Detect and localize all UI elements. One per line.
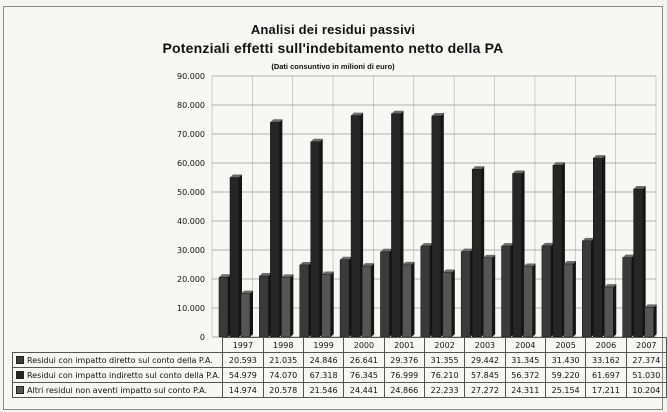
bar-1-1998 (259, 276, 268, 337)
chart-note: (Dati consuntivo in milioni di euro) (271, 62, 395, 71)
data-label: 26.641 (344, 353, 384, 368)
bar-side (371, 263, 374, 337)
legend-swatch (16, 371, 24, 379)
data-label: 14.974 (223, 383, 263, 398)
data-label: 57.845 (465, 368, 505, 383)
legend-swatch (16, 386, 24, 394)
table-row (13, 353, 667, 368)
y-tick-label: 30.000 (177, 246, 205, 255)
data-label: 21.035 (263, 353, 303, 368)
bar-3-2005 (564, 264, 573, 337)
data-label: 25.154 (545, 383, 585, 398)
y-tick-label: 40.000 (177, 217, 205, 226)
bar-2-2000 (351, 116, 360, 337)
chart-subtitle: Potenziali effetti sull'indebitamento netto della PA (162, 40, 504, 56)
legend-label: Residui con impatto indiretto sul conto della P.A. (27, 370, 221, 380)
data-label: 33.162 (586, 353, 626, 368)
data-label: 21.546 (303, 383, 343, 398)
y-tick-label: 50.000 (177, 188, 205, 197)
bar-3-2003 (483, 258, 492, 337)
bar-2-2005 (553, 165, 562, 337)
legend-label: Residui con impatto diretto sul conto della P.A. (27, 355, 213, 365)
bar-3-1997 (241, 294, 250, 337)
bar-side (250, 291, 253, 337)
bar-3-2004 (524, 266, 533, 337)
data-label: 51.030 (626, 368, 666, 383)
bar-2-2003 (472, 169, 481, 337)
bar-1-2007 (623, 258, 632, 337)
data-label: 29.376 (384, 353, 424, 368)
data-label: 22.233 (424, 383, 464, 398)
y-tick-label: 20.000 (177, 275, 205, 284)
bar-1-2001 (380, 252, 389, 337)
data-label: 24.311 (505, 383, 545, 398)
data-label: 17.211 (586, 383, 626, 398)
bar-side (411, 262, 414, 337)
x-tick-label: 2000 (344, 338, 384, 353)
data-label: 10.204 (626, 383, 666, 398)
data-label: 74.070 (263, 368, 303, 383)
y-tick-label: 70.000 (177, 130, 205, 139)
data-label: 54.979 (223, 368, 263, 383)
y-tick-label: 0 (199, 333, 205, 342)
x-tick-label: 1998 (263, 338, 303, 353)
bar-2-2002 (432, 116, 441, 337)
x-tick-label: 2003 (465, 338, 505, 353)
data-table (12, 337, 667, 398)
x-tick-label: 2004 (505, 338, 545, 353)
bar-1-1999 (300, 265, 309, 337)
bar-side (331, 272, 334, 337)
bar-1-1997 (219, 277, 228, 337)
legend-label: Altri residui non aventi impatto sul conto P.A. (27, 385, 207, 395)
x-tick-label: 2007 (626, 338, 666, 353)
bar-2-2007 (634, 189, 643, 337)
bar-3-2006 (604, 287, 613, 337)
x-tick-label: 2006 (586, 338, 626, 353)
bar-1-2005 (542, 246, 551, 337)
data-label: 76.210 (424, 368, 464, 383)
series-label-cell (13, 368, 223, 383)
data-label: 76.345 (344, 368, 384, 383)
table-row (13, 383, 667, 398)
data-label: 31.355 (424, 353, 464, 368)
bar-1-2006 (582, 241, 591, 337)
bar-3-2001 (402, 265, 411, 337)
bar-2-2001 (391, 114, 400, 337)
bar-2-1997 (230, 178, 239, 337)
data-label: 24.866 (384, 383, 424, 398)
data-label: 27.272 (465, 383, 505, 398)
bar-side (573, 261, 576, 337)
bar-3-2007 (645, 307, 654, 337)
bar-side (452, 270, 455, 337)
y-tick-label: 60.000 (177, 159, 205, 168)
data-label: 24.441 (344, 383, 384, 398)
data-label: 56.372 (505, 368, 545, 383)
y-tick-label: 80.000 (177, 101, 205, 110)
table-corner (13, 338, 223, 353)
x-tick-label: 2005 (545, 338, 585, 353)
x-tick-label: 1999 (303, 338, 343, 353)
chart-title: Analisi dei residui passivi (250, 22, 416, 37)
bar-side (533, 263, 536, 337)
data-label: 27.374 (626, 353, 666, 368)
y-tick-label: 10.000 (177, 304, 205, 313)
bar-1-2002 (421, 246, 430, 337)
bar-3-1999 (322, 275, 331, 337)
series-label-cell (13, 353, 223, 368)
data-label: 59.220 (545, 368, 585, 383)
bar-3-2000 (362, 266, 371, 337)
bar-1-2000 (340, 260, 349, 337)
bar-3-2002 (443, 273, 452, 337)
data-label: 24.846 (303, 353, 343, 368)
bar-3-1998 (281, 277, 290, 337)
bar-2-1999 (311, 142, 320, 337)
data-label: 67.318 (303, 368, 343, 383)
data-label: 31.430 (545, 353, 585, 368)
bar-side (492, 255, 495, 337)
legend-swatch (16, 356, 24, 364)
data-label: 29.442 (465, 353, 505, 368)
data-label: 31.345 (505, 353, 545, 368)
bar-2-2006 (593, 158, 602, 337)
x-tick-label: 1997 (223, 338, 263, 353)
bar-1-2004 (502, 246, 511, 337)
data-label: 20.593 (223, 353, 263, 368)
x-tick-label: 2002 (424, 338, 464, 353)
bar-2-1998 (270, 122, 279, 337)
data-label: 76.999 (384, 368, 424, 383)
bar-side (290, 274, 293, 337)
bar-side (613, 284, 616, 337)
y-tick-label: 90.000 (177, 72, 205, 81)
series-label-cell (13, 383, 223, 398)
x-tick-label: 2001 (384, 338, 424, 353)
bar-2-2004 (513, 174, 522, 337)
data-label: 20.578 (263, 383, 303, 398)
table-row (13, 368, 667, 383)
data-label: 61.697 (586, 368, 626, 383)
bar-side (654, 304, 657, 337)
bar-1-2003 (461, 252, 470, 337)
